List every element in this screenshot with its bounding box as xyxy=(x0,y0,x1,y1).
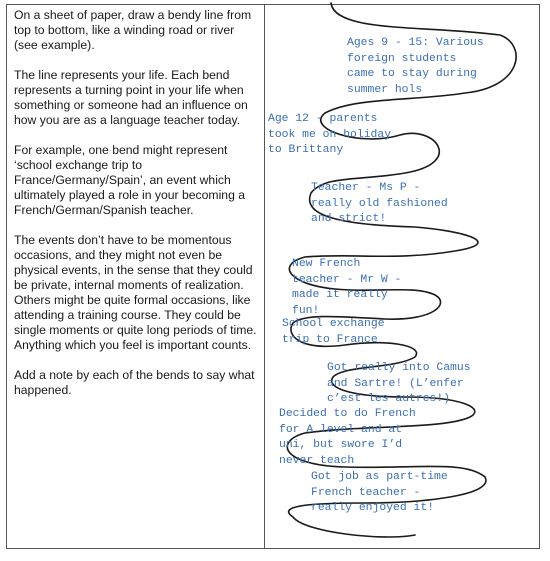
life-event-note: Decided to do French for A level and at uni, but swore I’d never teach xyxy=(279,408,416,467)
life-event-note: Got job as part-time French teacher - really enjoyed it! xyxy=(311,471,448,514)
life-event-note: New French teacher - Mr W - made it really fun! xyxy=(292,258,402,317)
instruction-paragraph: The events don’t have to be momentous occasions, and they might not even be physical events, in the sense that they could be private, internal moments of realization. Others might be quite formal occasions, like attending a training course. They could be single moments or quite long periods of time. Anything which you feel is important counts. xyxy=(14,233,257,352)
life-event-note: Ages 9 - 15: Various foreign students came to stay during summer hols xyxy=(347,37,484,96)
life-event-note: Teacher - Ms P - really old fashioned and strict! xyxy=(311,182,448,225)
instructions-column xyxy=(14,8,260,413)
instruction-paragraph: The line represents your life. Each bend represents a turning point in your life when something or someone had an influence on how you are as a language teacher today. xyxy=(14,68,248,127)
life-event-note: Age 12 - parents took me on holiday to Brittany xyxy=(268,113,392,156)
life-event-note: School exchange trip to France xyxy=(282,318,385,346)
example-column xyxy=(265,5,539,548)
instruction-paragraph: On a sheet of paper, draw a bendy line from top to bottom, like a winding road or river (see example). xyxy=(14,8,252,52)
life-event-note: Got really into Camus and Sartre! (L’enfer c’est les autres!) xyxy=(327,362,471,405)
instruction-paragraph: Add a note by each of the bends to say what happened. xyxy=(14,368,255,397)
instruction-paragraph: For example, one bend might represent ‘school exchange trip to France/Germany/Spain’, an event which ultimately played a role in your becoming a French/German/Spanish teacher. xyxy=(14,143,246,217)
